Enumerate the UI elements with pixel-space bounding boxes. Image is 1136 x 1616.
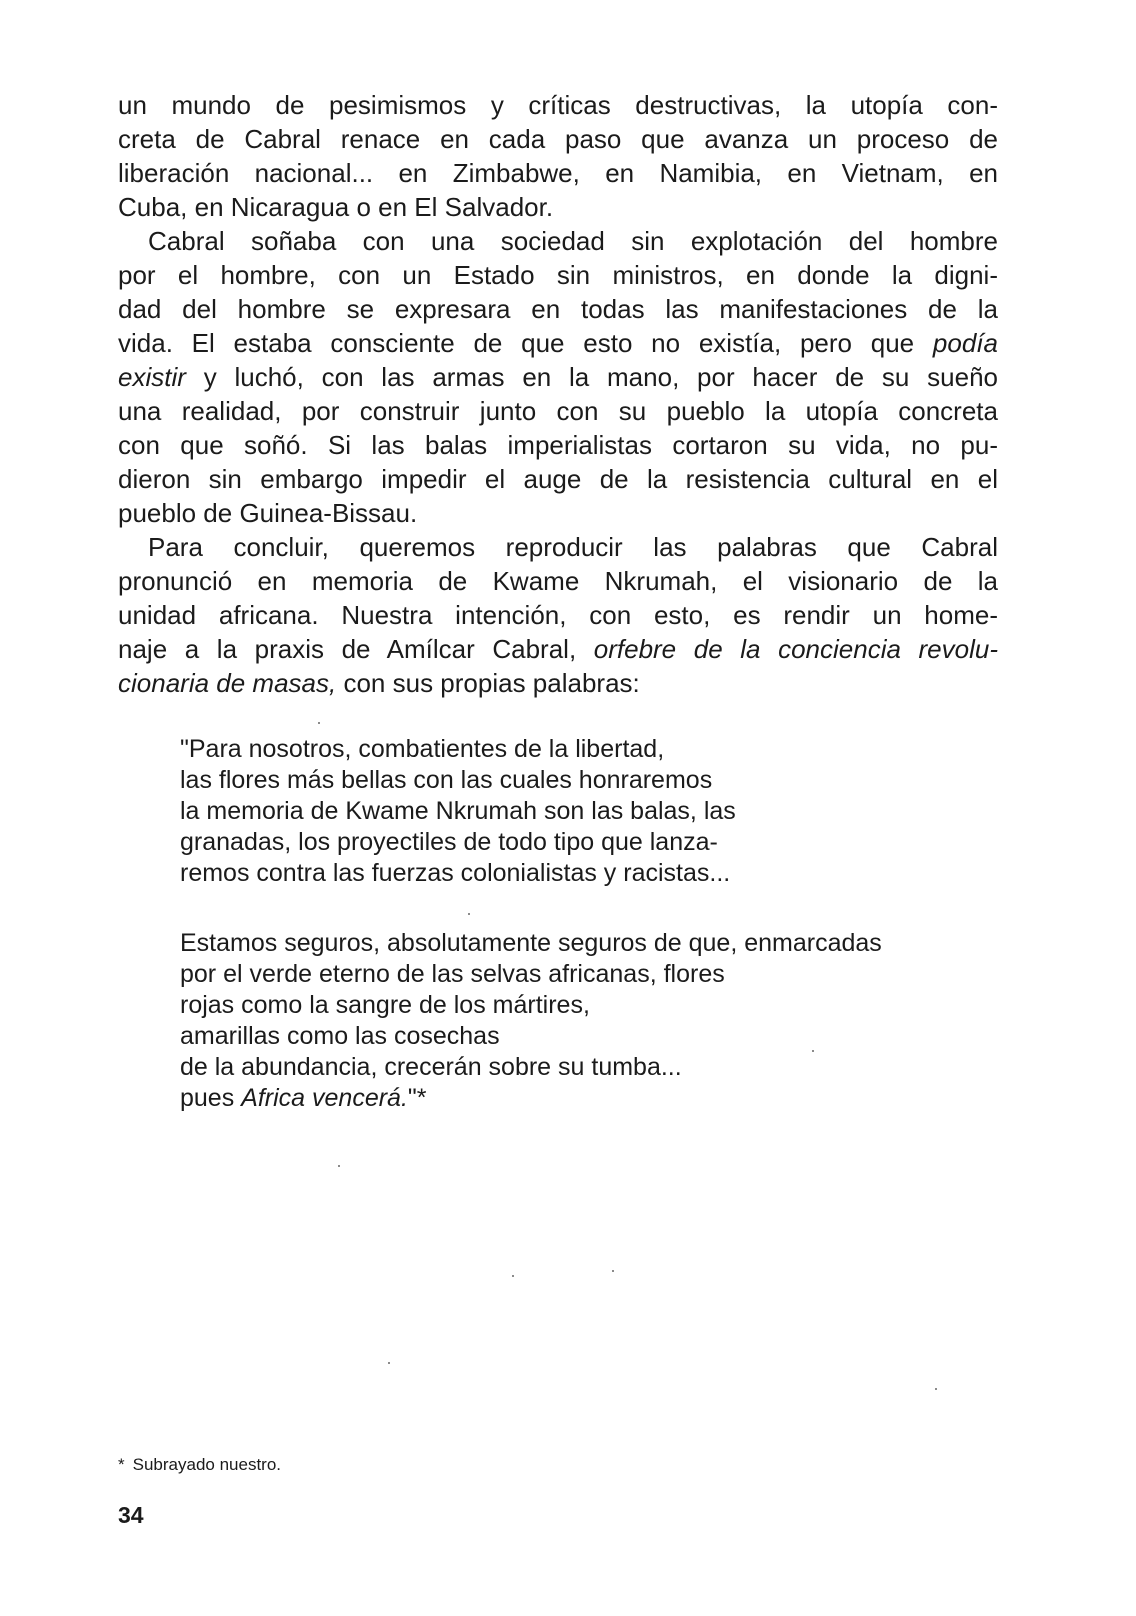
italic-text: existir [118, 362, 186, 392]
body-line [118, 326, 998, 360]
quote-line: Estamos seguros, absolutamente seguros de que, enmarcadas [180, 929, 882, 957]
quote-line: de la abundancia, crecerán sobre su tumba... [180, 1053, 682, 1081]
italic-text: cionaria de masas, [118, 668, 337, 698]
footnote [118, 1455, 281, 1475]
footnote-marker: * [118, 1455, 125, 1474]
scan-speck [388, 1362, 390, 1364]
scan-speck [812, 1050, 814, 1052]
body-line: dad del hombre se expresara en todas las manifestaciones de la [118, 294, 998, 324]
scan-speck [512, 1275, 514, 1277]
quote-line: rojas como la sangre de los mártires, [180, 991, 590, 1019]
body-line: una realidad, por construir junto con su pueblo la utopía concreta [118, 396, 998, 426]
body-text: con sus propias palabras: [343, 668, 640, 698]
body-line: pronunció en memoria de Kwame Nkrumah, el visionario de la [118, 566, 998, 596]
body-text: y luchó, con las armas en la mano, por hacer de su sueño [203, 362, 998, 392]
quote-line: "Para nosotros, combatientes de la libertad, [180, 735, 665, 763]
italic-text: podía [932, 328, 998, 358]
body-line [118, 632, 998, 666]
body-line: por el hombre, con un Estado sin ministros, en donde la digni- [118, 260, 998, 290]
quote-closing-mark: "* [407, 1084, 427, 1112]
page-number: 34 [118, 1502, 144, 1528]
body-line: liberación nacional... en Zimbabwe, en Namibia, en Vietnam, en [118, 158, 998, 188]
body-line [118, 666, 998, 700]
scan-speck [468, 913, 470, 915]
body-line: Cabral soñaba con una sociedad sin explotación del hombre [148, 226, 998, 256]
quote-line: por el verde eterno de las selvas africanas, flores [180, 960, 725, 988]
body-line: dieron sin embargo impedir el auge de la resistencia cultural en el [118, 464, 998, 494]
body-line: Para concluir, queremos reproducir las palabras que Cabral [148, 532, 998, 562]
footnote-text: Subrayado nuestro. [132, 1455, 282, 1474]
quote-line [180, 1083, 427, 1114]
body-line: un mundo de pesimismos y críticas destructivas, la utopía con- [118, 90, 998, 120]
body-line: con que soñó. Si las balas imperialistas cortaron su vida, no pu- [118, 430, 998, 460]
quote-line: granadas, los proyectiles de todo tipo que lanza- [180, 828, 718, 856]
quote-line: la memoria de Kwame Nkrumah son las balas, las [180, 797, 736, 825]
body-line: pueblo de Guinea-Bissau. [118, 498, 418, 528]
scan-speck [338, 1165, 340, 1167]
italic-text: Africa vencerá. [241, 1084, 408, 1112]
scan-speck [318, 722, 320, 724]
quote-text: pues [180, 1084, 235, 1112]
body-line: creta de Cabral renace en cada paso que avanza un proceso de [118, 124, 998, 154]
quote-line: amarillas como las cosechas [180, 1022, 500, 1050]
scan-speck [612, 1270, 614, 1272]
body-text: vida. El estaba consciente de que esto no existía, pero que [118, 328, 915, 358]
body-line [118, 360, 998, 394]
body-text: naje a la praxis de Amílcar Cabral, [118, 634, 577, 664]
body-line: Cuba, en Nicaragua o en El Salvador. [118, 192, 554, 222]
quote-line: las flores más bellas con las cuales honraremos [180, 766, 713, 794]
body-line: unidad africana. Nuestra intención, con esto, es rendir un home- [118, 600, 998, 630]
scan-speck [935, 1388, 937, 1390]
quote-line: remos contra las fuerzas colonialistas y racistas... [180, 859, 731, 887]
italic-text: orfebre de la conciencia revolu- [593, 634, 998, 664]
